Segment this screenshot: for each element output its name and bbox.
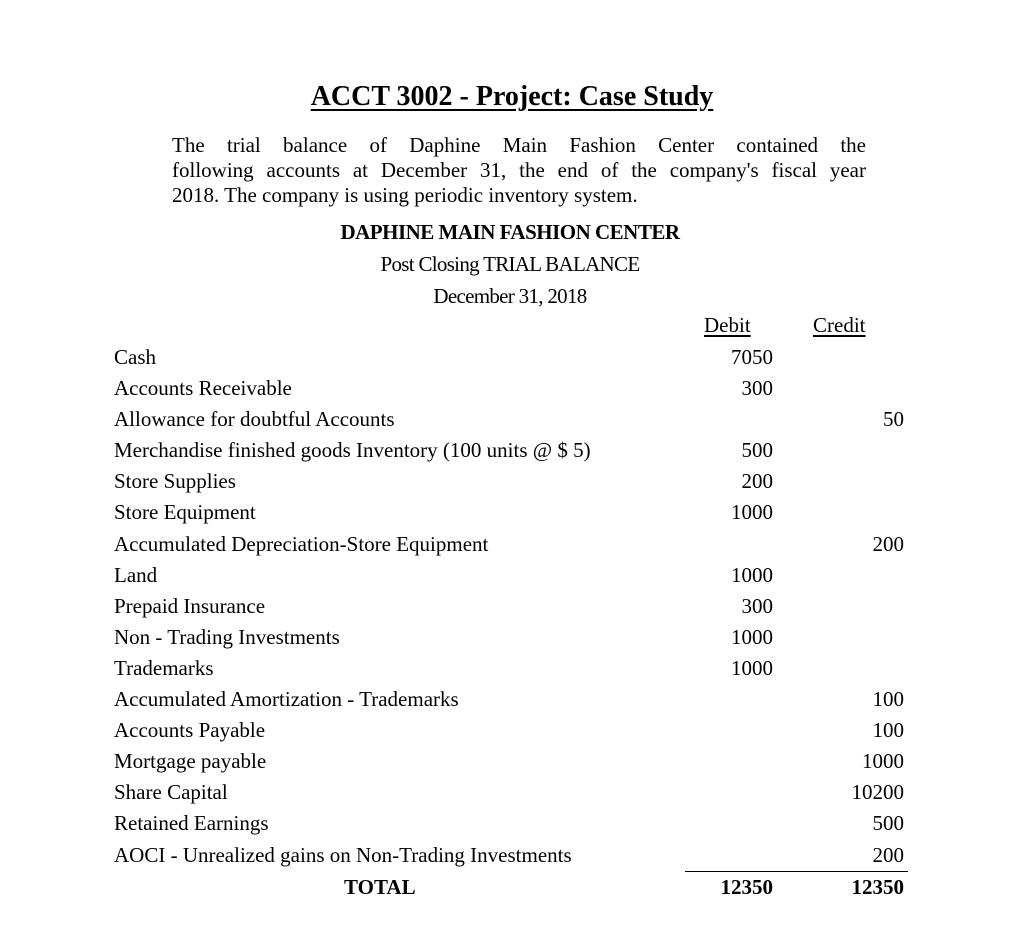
- account-name: Store Supplies: [114, 469, 236, 494]
- debit-amount: 300: [741, 376, 773, 401]
- intro-paragraph: [172, 133, 866, 208]
- account-name: Accounts Receivable: [114, 376, 292, 401]
- credit-column-header: Credit: [813, 313, 866, 337]
- table-row: [114, 748, 914, 779]
- trial-balance-table: [114, 344, 914, 873]
- account-name: Non - Trading Investments: [114, 624, 340, 649]
- account-name: Merchandise finished goods Inventory (100 units @ $ 5): [114, 438, 591, 463]
- intro-line: 2018. The company is using periodic inventory system.: [172, 183, 638, 207]
- table-row: [114, 437, 914, 468]
- credit-amount: 500: [872, 811, 904, 836]
- credit-amount: 1000: [862, 749, 904, 774]
- table-row: [114, 562, 914, 593]
- credit-amount: 50: [883, 407, 904, 432]
- account-name: Share Capital: [114, 780, 228, 805]
- account-name: Accumulated Depreciation-Store Equipment: [114, 531, 489, 556]
- debit-amount: 200: [741, 469, 773, 494]
- debit-amount: 1000: [731, 562, 773, 587]
- credit-amount: 100: [872, 718, 904, 743]
- table-row: [114, 499, 914, 530]
- account-name: Cash: [114, 345, 156, 369]
- table-row: [114, 375, 914, 406]
- account-name: Mortgage payable: [114, 749, 267, 774]
- total-debit: 12350: [720, 875, 773, 899]
- account-name: Allowance for doubtful Accounts: [114, 407, 395, 432]
- total-divider: [685, 871, 908, 872]
- debit-amount: 1000: [731, 500, 773, 525]
- account-name: Retained Earnings: [114, 811, 269, 836]
- debit-column-header: Debit: [704, 313, 751, 337]
- account-name: Accounts Payable: [114, 718, 266, 743]
- page-title: [0, 80, 1024, 114]
- debit-amount: 1000: [731, 624, 773, 649]
- debit-amount: 300: [741, 593, 773, 618]
- debit-amount: 500: [741, 438, 773, 463]
- table-row: [114, 686, 914, 717]
- page-title-text: ACCT 3002 - Project: Case Study: [310, 81, 714, 112]
- debit-amount: 1000: [731, 655, 773, 680]
- statement-date: December 31, 2018: [433, 284, 587, 308]
- intro-line: following accounts at December 31, the end of the company's fiscal year: [172, 158, 866, 182]
- statement-name: Post Closing TRIAL BALANCE: [380, 252, 640, 276]
- table-row: [114, 531, 914, 562]
- credit-amount: 200: [872, 531, 904, 556]
- table-row: [114, 406, 914, 437]
- credit-amount: 200: [872, 842, 904, 867]
- debit-amount: 7050: [731, 345, 773, 369]
- table-row: [114, 593, 914, 624]
- intro-line: The trial balance of Daphine Main Fashion Center contained the: [172, 133, 866, 157]
- account-name: Store Equipment: [114, 500, 256, 525]
- account-name: Land: [114, 562, 158, 587]
- credit-amount: 100: [872, 687, 904, 712]
- total-label: TOTAL: [344, 875, 416, 899]
- table-row: [114, 344, 914, 375]
- account-name: Prepaid Insurance: [114, 593, 266, 618]
- table-row: [114, 468, 914, 499]
- company-name: DAPHINE MAIN FASHION CENTER: [340, 220, 680, 244]
- account-name: AOCI - Unrealized gains on Non-Trading Investments: [114, 842, 572, 867]
- table-row: [114, 810, 914, 841]
- account-name: Accumulated Amortization - Trademarks: [114, 687, 459, 712]
- table-row: [114, 779, 914, 810]
- table-row: [114, 717, 914, 748]
- table-row: [114, 624, 914, 655]
- table-row: [114, 842, 914, 873]
- total-credit: 12350: [851, 875, 904, 899]
- credit-amount: 10200: [851, 780, 904, 805]
- table-row: [114, 655, 914, 686]
- account-name: Trademarks: [114, 655, 214, 680]
